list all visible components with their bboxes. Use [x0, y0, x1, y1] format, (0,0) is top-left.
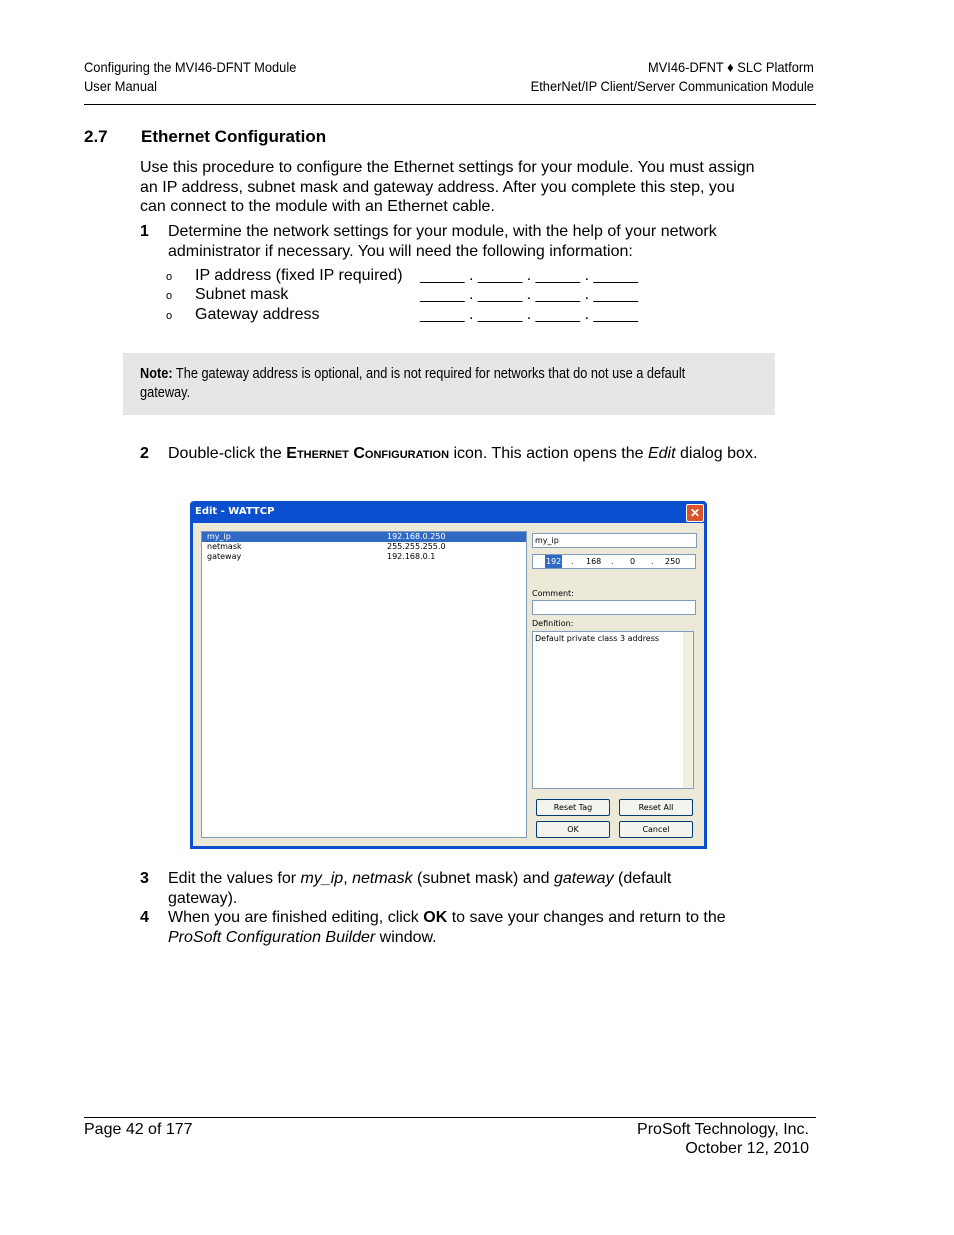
header-module-title: Configuring the MVI46-DFNT Module: [84, 59, 297, 75]
reset-tag-button[interactable]: Reset Tag: [536, 799, 610, 816]
list-item[interactable]: [202, 542, 526, 552]
definition-label: Definition:: [532, 619, 574, 628]
running-header-left: [84, 58, 296, 96]
step-1-text: Determine the network settings for your module, with the help of your network administrator if necessary. You will need the following information:: [168, 223, 717, 260]
note-label: Note:: [140, 366, 173, 382]
bullet-marker: o: [166, 310, 173, 322]
page-number: Page 42 of 177: [84, 1121, 193, 1138]
ok-button[interactable]: OK: [536, 821, 610, 838]
list-item[interactable]: [202, 552, 526, 562]
note-body: The gateway address is optional, and is not required for networks that do not use a default gateway.: [140, 366, 686, 401]
bullet-subnet-blanks: _____ . _____ . _____ . _____: [420, 286, 638, 303]
step-4-number: 4: [140, 909, 149, 926]
bullet-gateway-blanks: _____ . _____ . _____ . _____: [420, 306, 638, 323]
bullet-marker: o: [166, 271, 173, 283]
bullet-gateway-label: Gateway address: [195, 306, 320, 323]
bullet-marker: o: [166, 290, 173, 302]
ip-octet-1[interactable]: 192: [546, 557, 562, 566]
footer-rule: [84, 1117, 816, 1118]
scrollbar[interactable]: [683, 632, 693, 788]
step-4-mid: to save your changes and return to the: [447, 909, 726, 926]
step-2-mid: icon. This action opens the: [449, 445, 648, 462]
reset-all-button[interactable]: Reset All: [619, 799, 693, 816]
intro-paragraph: Use this procedure to configure the Ethernet settings for your module. You must assign an IP address, subnet mask and gateway address. After you complete this step, you can connect to the module with an Ethernet cable.: [140, 159, 755, 215]
prosoft-builder-term: ProSoft Configuration Builder: [168, 928, 376, 946]
step-2-post: dialog box.: [675, 445, 758, 462]
step-3-pre: Edit the values for: [168, 870, 301, 887]
ip-octet-4[interactable]: 250: [665, 557, 681, 566]
step-2-pre: Double-click the: [168, 445, 287, 462]
comment-input[interactable]: [532, 600, 696, 615]
dialog-title: Edit - WATTCP: [195, 506, 275, 517]
ip-address-input[interactable]: 192 . 168 . 0 . 250: [532, 554, 696, 569]
my-ip-term: my_ip: [300, 870, 344, 887]
step-2-text: [168, 444, 758, 464]
bullet-subnet-label: Subnet mask: [195, 286, 289, 303]
param-value: 255.255.255.0: [387, 542, 446, 551]
step-4-pre: When you are finished editing, click: [168, 909, 424, 926]
header-product-name: EtherNet/IP Client/Server Communication Module: [530, 78, 814, 94]
edit-dialog-term: Edit: [647, 445, 676, 462]
note-box: [123, 353, 775, 415]
step-3-text: [168, 869, 728, 908]
cancel-button[interactable]: Cancel: [619, 821, 693, 838]
netmask-term: netmask: [352, 870, 413, 887]
step-3-number: 3: [140, 870, 149, 887]
step-4-post: window.: [375, 928, 437, 946]
edit-wattcp-dialog: [190, 501, 707, 849]
close-icon[interactable]: ✕: [686, 504, 704, 522]
param-name: my_ip: [207, 532, 231, 541]
param-name: gateway: [207, 552, 242, 561]
gateway-term: gateway: [553, 870, 614, 887]
publication-date: October 12, 2010: [685, 1140, 809, 1157]
step-4-text: [168, 908, 753, 947]
footer-right: [637, 1120, 809, 1158]
step-1-number: 1: [140, 223, 149, 240]
param-value: 192.168.0.250: [387, 532, 446, 541]
company-name: ProSoft Technology, Inc.: [637, 1121, 809, 1138]
ip-octet-2[interactable]: 168: [586, 557, 602, 566]
ok-term: OK: [423, 909, 448, 926]
param-name: netmask: [207, 542, 242, 551]
param-value: 192.168.0.1: [387, 552, 436, 561]
definition-text: Default private class 3 address: [535, 634, 660, 643]
step-3-post: (default gateway).: [168, 870, 672, 907]
bullet-ip-label: IP address (fixed IP required): [195, 267, 403, 284]
header-rule: [84, 104, 816, 105]
section-title: Ethernet Configuration: [141, 127, 327, 146]
bullet-ip-blanks: _____ . _____ . _____ . _____: [420, 267, 638, 284]
comment-label: Comment:: [532, 589, 574, 598]
list-item[interactable]: [202, 532, 526, 542]
note-text: [140, 365, 686, 403]
section-number: 2.7: [84, 127, 108, 146]
step-2-number: 2: [140, 445, 149, 462]
header-manual-type: User Manual: [84, 78, 158, 94]
ip-octet-3[interactable]: 0: [630, 557, 636, 566]
header-platform: MVI46-DFNT ♦ SLC Platform: [648, 59, 814, 75]
running-header-right: [531, 58, 814, 96]
dialog-body: [193, 523, 704, 846]
step-3-mid: (subnet mask) and: [412, 870, 554, 887]
parameter-list[interactable]: [201, 531, 527, 838]
definition-textarea[interactable]: [532, 631, 694, 789]
ethernet-configuration-term: Ethernet Configuration: [286, 445, 450, 462]
step-3-sep: ,: [343, 870, 353, 887]
param-name-field: my_ip: [532, 533, 697, 548]
